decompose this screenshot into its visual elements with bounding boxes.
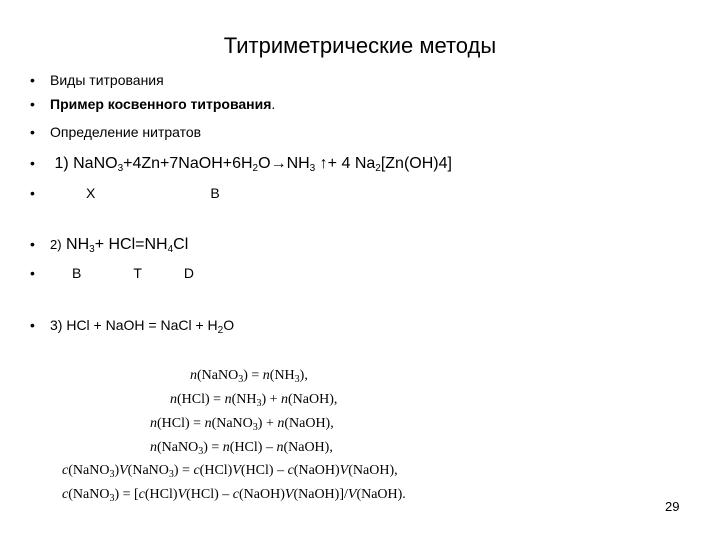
bullet-role-labels-2 [30, 265, 194, 281]
reaction-arrow-icon: → [270, 155, 287, 172]
bullet-titration-types: • Виды титрования [30, 72, 164, 88]
label-b: B [210, 185, 220, 201]
bullet-dot: • [30, 96, 35, 112]
label-b: B [72, 265, 82, 281]
label-x: X [86, 185, 96, 201]
bullet-dot: • [30, 72, 35, 88]
bullet-dot: • [30, 185, 35, 201]
bullet-nitrate-determination: • Определение нитратов [30, 124, 202, 140]
formula-line-5: c(NaNO$_3$)V(NaNO$_3$) = c(HCl)V(HCl) – c(NaOH)V(NaOH), [62, 463, 398, 480]
bullet-reaction-1: • 1) $NaNO_3+4Zn+7NaOH+6H_2O\to NH_3$ ↑+ 4 $Na_2[Zn(OH)4]$ [30, 155, 452, 174]
formula-line-1: n(NaNO$_3$) = $n(NH_3)$, [190, 368, 308, 385]
bullet-role-labels-1 [30, 185, 220, 201]
formula-line-2: $n(HCl) = n(NH_3)$ + n(NaOH), [170, 392, 338, 409]
page-number: 29 [665, 499, 680, 514]
bullet-reaction-3: • 3) HCl + NaOH = NaCl + $H_2O$ [30, 317, 235, 336]
label-d: D [183, 265, 195, 281]
bullet-dot: • [30, 265, 35, 281]
slide-title: Титриметрические методы [223, 33, 497, 58]
formula-line-3: n(HCl) = n(NaNO$_3$) + n(NaOH), [150, 416, 334, 433]
bullet-dot: • [30, 317, 35, 333]
bullet-dot: • [30, 124, 35, 140]
bullet-indirect-example: • Пример косвенного титрования. [30, 96, 276, 112]
bullet-reaction-2: • 2) $NH_3+ HCl=NH_4Cl$ [30, 236, 189, 255]
formula-line-6: c(NaNO$_3$) = [c(HCl)V(HCl) – c(NaOH)V(NaOH)]/V(NaOH). [62, 487, 406, 504]
label-t: T [133, 265, 142, 281]
bullet-dot: • [30, 155, 35, 171]
bullet-dot: • [30, 236, 35, 252]
formula-line-4: n(NaNO$_3$) = n(HCl) – n(NaOH), [150, 440, 333, 457]
